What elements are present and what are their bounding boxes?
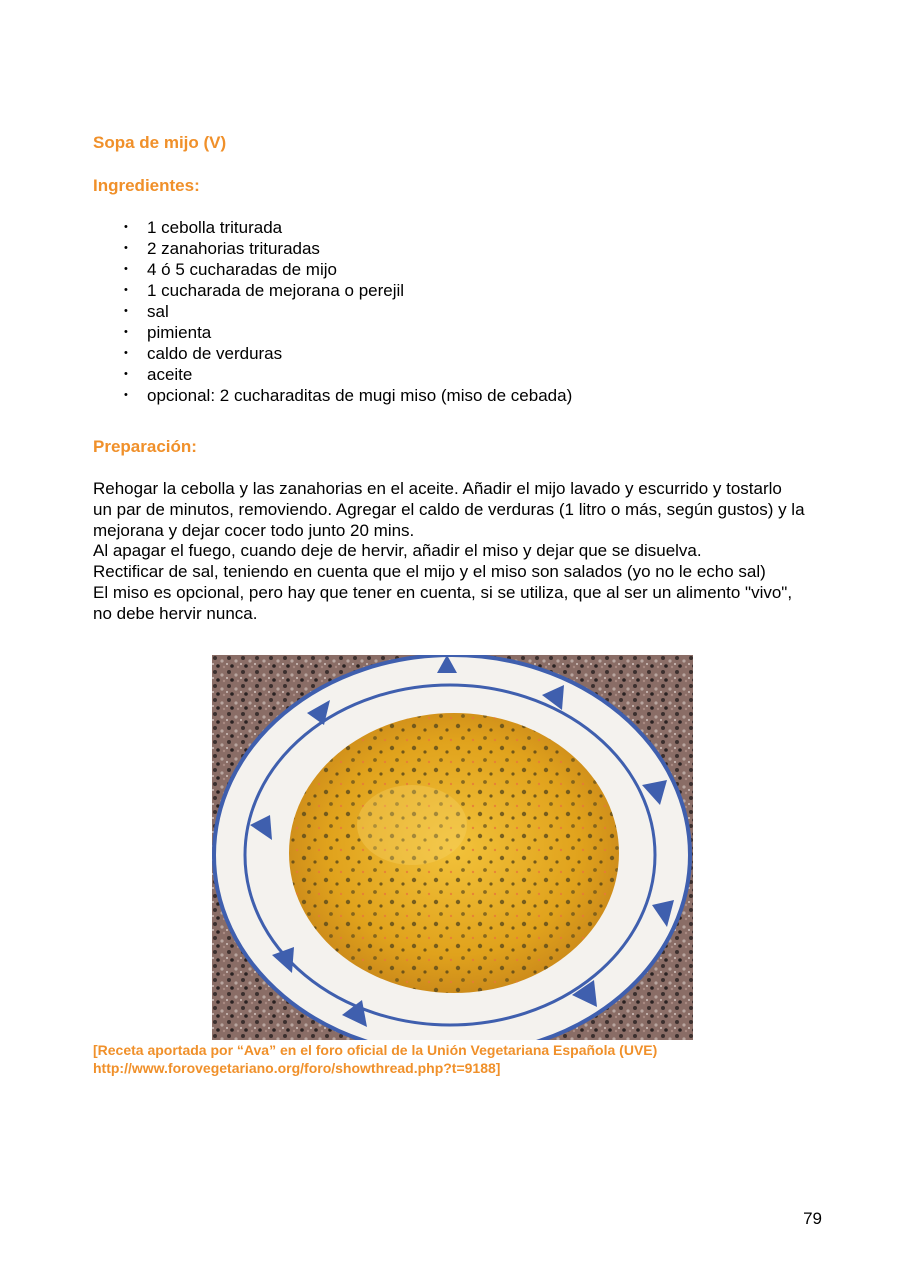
bullet-icon: • [124,263,128,275]
recipe-credit [93,1041,657,1077]
bullet-icon: • [124,389,128,401]
bullet-icon: • [124,347,128,359]
bullet-icon: • [124,368,128,380]
list-item: • caldo de verduras [124,344,283,363]
soup-plate-image [212,655,693,1040]
preparation-paragraph: Al apagar el fuego, cuando deje de hervir, añadir el miso y dejar que se disuelva. [93,541,702,561]
bullet-icon: • [124,242,128,254]
list-item: • 1 cucharada de mejorana o perejil [124,281,405,300]
list-item: • opcional: 2 cucharaditas de mugi miso (miso de cebada) [124,386,573,405]
credit-url[interactable]: http://www.forovegetariano.org/foro/showthread.php?t=9188] [93,1060,501,1076]
preparation-paragraph: Rectificar de sal, teniendo en cuenta que el mijo y el miso son salados (yo no le echo sal) [93,562,766,582]
soup-photo [212,655,693,1040]
bullet-icon: • [124,305,128,317]
page-number: 79 [803,1209,822,1228]
bullet-icon: • [124,221,128,233]
ingredients-heading: Ingredientes: [93,176,200,195]
list-item: • 2 zanahorias trituradas [124,239,320,258]
list-item: • pimienta [124,323,212,342]
preparation-paragraph: El miso es opcional, pero hay que tener en cuenta, si se utiliza, que al ser un alimento "vivo", no debe hervir nunca. [93,582,793,623]
preparation-heading: Preparación: [93,437,197,456]
preparation-paragraph: Rehogar la cebolla y las zanahorias en el aceite. Añadir el mijo lavado y escurrido y tostarlo un par de minutos, removiendo. Agregar el caldo de verduras (1 litro o más, según gustos) y la mejorana y dejar cocer todo junto 20 mins. [93,479,805,540]
preparation-text [93,479,805,625]
bullet-icon: • [124,284,128,296]
list-item: • 1 cebolla triturada [124,218,283,237]
list-item: • 4 ó 5 cucharadas de mijo [124,260,337,279]
recipe-title: Sopa de mijo (V) [93,133,227,152]
list-item: • sal [124,302,169,321]
credit-line: [Receta aportada por “Ava” en el foro oficial de la Unión Vegetariana Española (UVE) [93,1042,658,1058]
ingredients-list [120,217,572,406]
list-item: • aceite [124,365,193,384]
bullet-icon: • [124,326,128,338]
